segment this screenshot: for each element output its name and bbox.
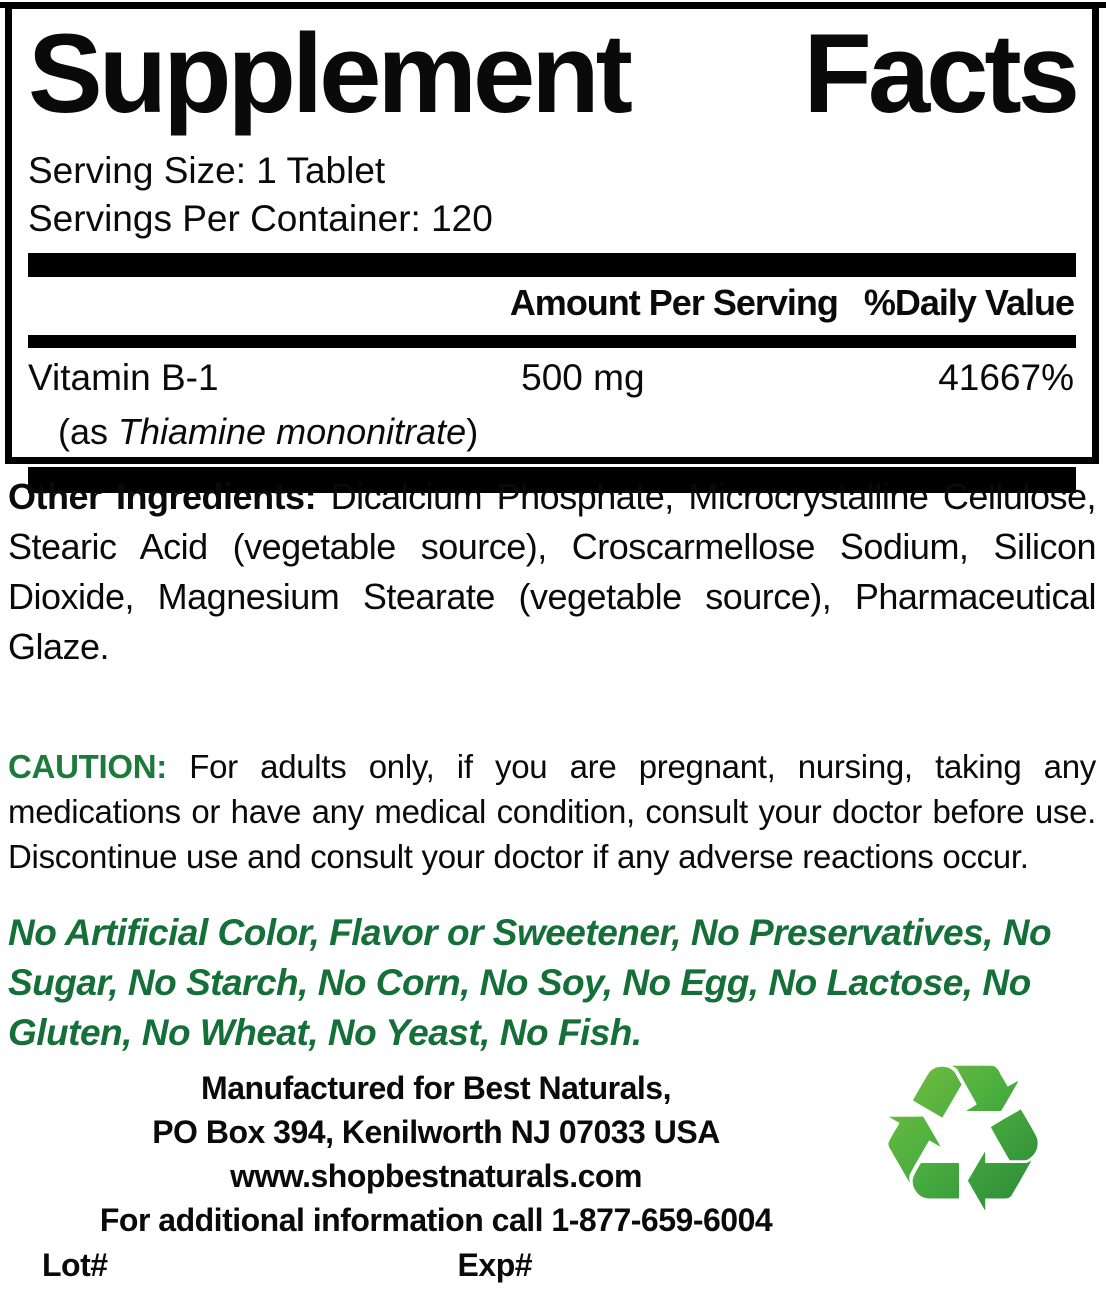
amount-per-serving-header: Amount Per Serving [509, 282, 838, 324]
source-note-compound: Thiamine mononitrate [118, 411, 467, 453]
other-ingredients-text: Dicalcium Phosphate, Microcrystalline Cellulose, Stearic Acid (vegetable source), Croscarmellose Sodium, Silicon Dioxide, Magnesium Stearate (vegetable source), Pharmaceutical Glaze. [8, 476, 1096, 667]
panel-title-word-facts: Facts [803, 11, 1076, 136]
other-ingredients-label: Other Ingredients: [8, 476, 317, 517]
caution-label: CAUTION: [8, 748, 167, 785]
table-header [28, 277, 1076, 331]
panel-title [28, 11, 1076, 136]
manufacturer-line: Manufactured for Best Naturals, [201, 1070, 671, 1106]
nutrient-daily-value: 41667% [938, 357, 1074, 399]
lot-number-label: Lot# [42, 1247, 108, 1283]
exp-date-label: Exp# [457, 1247, 533, 1283]
caution-paragraph [8, 744, 1096, 879]
daily-value-header: %Daily Value [863, 282, 1074, 324]
address-line: PO Box 394, Kenilworth NJ 07033 USA [152, 1114, 720, 1150]
lot-exp-row [0, 1243, 872, 1287]
source-note-prefix: (as [58, 411, 119, 453]
nutrient-name: Vitamin B-1 [28, 357, 219, 399]
servings-per-container-text: Servings Per Container: 120 [28, 198, 493, 240]
serving-size-text: Serving Size: 1 Tablet [28, 150, 386, 192]
free-of-claims-paragraph: No Artificial Color, Flavor or Sweetener, No Preservatives, No Sugar, No Starch, No Corn, No Soy, No Egg, No Lactose, No Gluten, No Wheat, No Yeast, No Fish. [8, 912, 1052, 1053]
table-row [28, 348, 1076, 399]
phone-line: For additional information call 1-877-659-6004 [99, 1202, 773, 1238]
source-note-suffix: ) [466, 411, 479, 453]
website-line: www.shopbestnaturals.com [230, 1158, 642, 1194]
divider-bar-top [28, 253, 1076, 277]
nutrient-source-note [28, 411, 1076, 453]
caution-text: For adults only, if you are pregnant, nursing, taking any medications or have any medical condition, consult your doctor before use. Discontinue use and consult your doctor if any adverse reactions occur. [8, 748, 1096, 875]
panel-title-word-supplement: Supplement [28, 11, 629, 136]
recycle-icon [858, 1025, 1068, 1254]
other-ingredients-paragraph [8, 472, 1096, 672]
divider-bar-header [28, 335, 1076, 348]
serving-info [28, 147, 1076, 243]
manufacturer-footer [0, 1066, 872, 1287]
nutrient-amount: 500 mg [521, 357, 645, 399]
supplement-facts-panel [5, 2, 1099, 464]
recycle-glyph: ♻ [871, 1025, 1055, 1254]
